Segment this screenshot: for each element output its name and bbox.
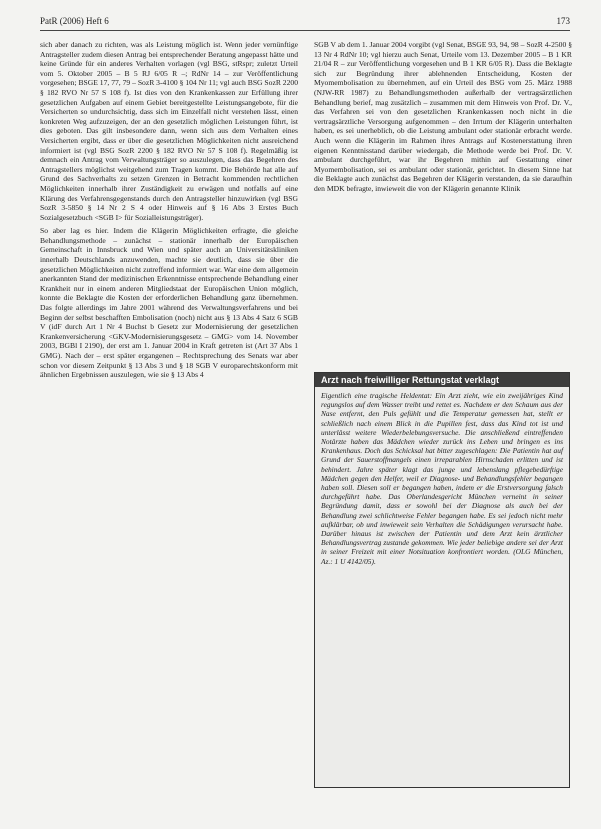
- box-title: Arzt nach freiwilliger Rettungstat verklagt: [315, 373, 569, 387]
- box-body: Eigentlich eine tragische Heldentat: Ein Arzt zieht, wie ein zweijähriges Kind regungslos auf dem Wasser treibt und rettet es. Nachdem er den Schaum aus der Nase entfernt, den Puls gefühlt und die Temperatur gemessen hat, stellt er schließlich nach einem Blick in die Pupillen fest, dass das Kind tot ist und unterlässt weitere Wiederbelebungsversuche. Die anschließend eintreffenden Notärzte haben das Mädchen wieder zurück ins Leben und bringen es ins Krankenhaus. Doch das Schicksal hat bitter zugeschlagen: Die Patientin hat auf Grund der Sauerstoffmangels einen irreparablen Hirnschaden erlitten und ist behindert. Jahre später klagt das junge und lebenslang pflegebedürftige Mädchen gegen den Helfer, weil er Diagnose- und Behandlungsfehler begangen haben soll. Diesen soll er begangen haben, indem er die Erstversorgung falsch durchgeführt habe. Das Oberlandesgericht München verneint in seiner Begründung damit, dass er sowohl bei der Diagnose als auch bei der Behandlung zwei schlichtweise Fehler begangen habe. Es sei jedoch nicht mehr aufklärbar, ob und inwieweit sein Verhalten die Schädigungen verursacht habe. Darüber hinaus ist zwischen der Patientin und dem Arzt kein ärztlicher Behandlungsvertrag zustande gekommen. Wie jeder beliebige andere sei der Arzt in seiner Freizeit mit einer Notsituation konfrontiert worden. (OLG München, Az.: 1 U 4142/05).: [321, 391, 563, 566]
- left-column: [40, 40, 298, 384]
- sidebar-box: [314, 372, 570, 788]
- right-column: [314, 40, 572, 198]
- page-number: 173: [556, 16, 570, 26]
- paragraph: So aber lag es hier. Indem die Klägerin Möglichkeiten erfragte, die gleiche Behandlungsmethode – zunächst – stationär innerhalb der Europäischen Gemeinschaft in Innsbruck und Wien und später auch an Universitätskliniken innerhalb Deutschlands anzuwenden, machte sie deutlich, dass sie über die gesetzlichen Möglichkeiten nicht zutreffend informiert war. War eine dem allgemein anerkannten Stand der medizinischen Erkenntnisse entsprechende Behandlung einer Krankheit nur in einem anderen Mitgliedstaat der Europäischen Union möglich, konnte die Beklagte die Kosten der erforderlichen Behandlung ganz übernehmen. Das folgte allerdings im Jahre 2001 während des Verwaltungsverfahrens und bei Beginn der selbst beschafften Embolisation (noch) nicht aus § 13 Abs 4 Satz 6 SGB V (idF durch Art 1 Nr 4 Buchst b Gesetz zur Modernisierung der gesetzlichen Krankenversicherung <GKV-Modernisierungsgesetz – GMG> vom 14. November 2003, BGBl I 2190), der erst am 1. Januar 2004 in Kraft getreten ist (Art 37 Abs 1 GMG). Nach der – erst später ergangenen – Rechtsprechung des Senats war aber schon vor diesem Zeitpunkt § 13 Abs 3 und § 18 SGB V europarechtskonform mit ähnlichen Ergebnissen auszulegen, wie sie § 13 Abs 4: [40, 226, 298, 380]
- paragraph: sich aber danach zu richten, was als Leistung möglich ist. Wenn jeder vernünftige Antragsteller zudem diesen Antrag bei entsprechender Beratung angepasst hätte und keine Gründe für ein anderes Verhalten vorlagen (vgl BSG, stRspr; zuletzt Urteil vom 5. Oktober 2005 – B 5 RJ 6/05 R –; RdNr 14 – zur Veröffentlichung vorgesehen; BSGE 17, 77, 79 – SozR 3-4100 § 104 Nr 11; vgl auch BSG SozR 2200 § 182 RVO Nr 57 S 108 f). Ist dies von den Krankenkassen zur Erfüllung ihrer gesetzlichen Aufgaben auf einem Gebiet bereitgestellte Leistungsangebote, für die Versicherten so undurchsichtig, dass sich im Einzelfall nicht verstehen lässt, einen konkreten Weg aufzuzeigen, der an den gesetzlich möglichen Leistungen führt, ist dies geboten. Das gilt insbesondere dann, wenn sich aus dem Verhalten eines Versicherten ergibt, dass er über die gesetzlichen Möglichkeiten nicht ausreichend informiert ist (vgl BSG SozR 2200 § 182 RVO Nr 57 S 108 f). Regelmäßig ist demnach ein Antrag vom Verwaltungsträger so auszulegen, dass das Begehren des Antragstellers möglichst weitgehend zum Tragen kommt. Die Behörde hat alle auf Grund des Sachverhalts zu setzen Grenzen in Betracht kommenden rechtlichen Möglichkeiten innerhalb ihrer Zuständigkeit zu erwägen und notfalls auf eine Klärung des Verfahrensgegenstands durch den Antragsteller hinzuwirken (vgl BSG SozR 3-5850 § 14 Nr 2 S 4 oder Hinweis auf § 16 Abs 3 Erstes Buch Sozialgesetzbuch <SGB I> für Sozialleistungsträger).: [40, 40, 298, 222]
- header-rule: [40, 30, 570, 31]
- paragraph: SGB V ab dem 1. Januar 2004 vorgibt (vgl Senat, BSGE 93, 94, 98 – SozR 4-2500 § 13 Nr 4 RdNr 10; vgl hierzu auch Senat, Urteile vom 13. Dezember 2005 – B 1 KR 21/04 R – zur Veröffentlichung vorgesehen und B 1 KR 6/05 R). Dass die Beklagte sich zur Begründung ihrer ablehnenden Entscheidung, Kosten der Myomembolisation zu übernehmen, auf ein Urteil des BSG vom 25. März 1988 (NJW-RR 1987) zu Behandlungsmethoden außerhalb der vertragsärztlichen Behandlung berief, mag zusätzlich – zusammen mit dem Hinweis von Prof. Dr. V., das Verfahren sei von den gesetzlichen Krankenkassen noch nicht in die vertragsärztliche Versorgung aufgenommen – den Irrtum der Klägerin unterhalten haben, es sei unerheblich, ob die Leistung ambulant oder stationär erbracht werde. Auch wenn die Klägerin im Rahmen ihres Antrags auf Kostenerstattung ihren eigenen Kenntnisstand darüber wiedergab, die Methode werde bei Prof. Dr. V. ambulant durchgeführt, war ihr Begehren mithin auf Gestattung einer Myomembolisation, sei es ambulant oder stationär, gerichtet. In diesem Sinne hat die Beklagte auch zunächst das Begehren der Klägerin verstanden, da sie daraufhin den MDK befragte, inwieweit die von der Klägerin genannte Klinik: [314, 40, 572, 193]
- journal-reference: PatR (2006) Heft 6: [40, 16, 109, 26]
